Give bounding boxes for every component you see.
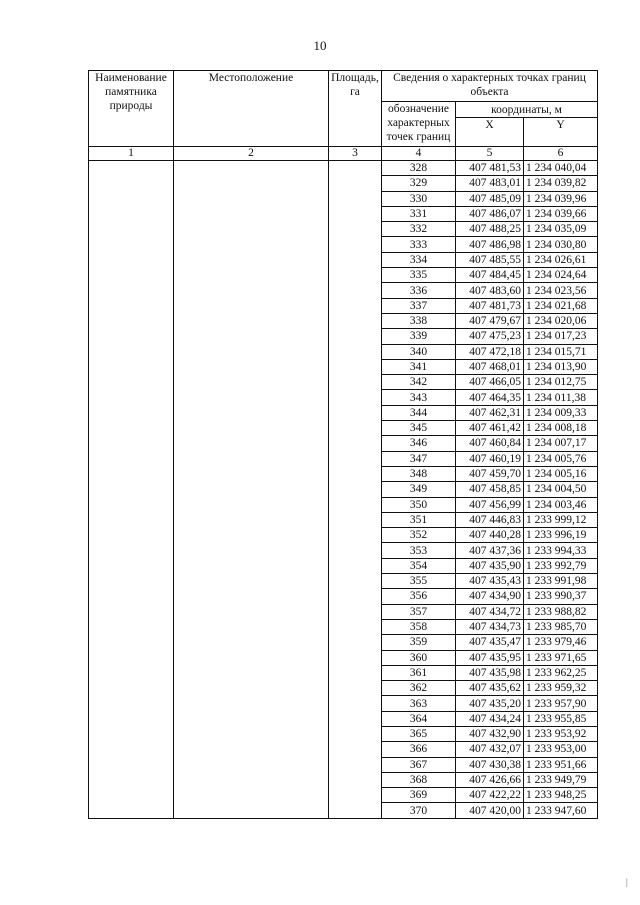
coord-x-cell: 407 488,25 [456, 222, 524, 237]
point-number-cell: 350 [382, 497, 456, 512]
coord-x-cell: 407 435,62 [456, 681, 524, 696]
coord-y-cell: 1 233 949,79 [524, 772, 598, 787]
coord-x-cell: 407 472,18 [456, 344, 524, 359]
coord-y-cell: 1 233 971,65 [524, 650, 598, 665]
coord-y-cell: 1 234 003,46 [524, 497, 598, 512]
column-number: 6 [524, 147, 598, 161]
coord-y-cell: 1 234 009,33 [524, 405, 598, 420]
coord-y-cell: 1 233 953,00 [524, 742, 598, 757]
coord-y-cell: 1 233 959,32 [524, 681, 598, 696]
header-x: X [456, 118, 524, 147]
header-name: Наименование памятника природы [89, 71, 174, 147]
coord-x-cell: 407 437,36 [456, 543, 524, 558]
point-number-cell: 368 [382, 772, 456, 787]
coord-x-cell: 407 435,95 [456, 650, 524, 665]
coord-x-cell: 407 440,28 [456, 528, 524, 543]
coord-y-cell: 1 234 015,71 [524, 344, 598, 359]
point-number-cell: 355 [382, 574, 456, 589]
coord-y-cell: 1 233 947,60 [524, 803, 598, 818]
coord-x-cell: 407 434,73 [456, 619, 524, 634]
point-number-cell: 335 [382, 268, 456, 283]
coord-y-cell: 1 234 021,68 [524, 298, 598, 313]
margin-mark: | [626, 877, 628, 887]
coord-y-cell: 1 234 008,18 [524, 421, 598, 436]
point-number-cell: 344 [382, 405, 456, 420]
point-number-cell: 370 [382, 803, 456, 818]
coord-y-cell: 1 234 020,06 [524, 313, 598, 328]
coord-x-cell: 407 460,19 [456, 451, 524, 466]
point-number-cell: 352 [382, 528, 456, 543]
point-number-cell: 364 [382, 711, 456, 726]
coord-y-cell: 1 233 992,79 [524, 558, 598, 573]
point-number-cell: 348 [382, 466, 456, 481]
coord-y-cell: 1 234 013,90 [524, 359, 598, 374]
point-number-cell: 341 [382, 359, 456, 374]
point-number-cell: 345 [382, 421, 456, 436]
point-number-cell: 339 [382, 329, 456, 344]
name-cell [89, 161, 174, 819]
coord-x-cell: 407 432,07 [456, 742, 524, 757]
point-number-cell: 343 [382, 390, 456, 405]
coord-x-cell: 407 484,45 [456, 268, 524, 283]
area-cell [329, 161, 382, 819]
coord-y-cell: 1 233 953,92 [524, 726, 598, 741]
coord-x-cell: 407 481,53 [456, 161, 524, 176]
coord-y-cell: 1 233 979,46 [524, 635, 598, 650]
coord-y-cell: 1 234 035,09 [524, 222, 598, 237]
coord-x-cell: 407 456,99 [456, 497, 524, 512]
point-number-cell: 330 [382, 191, 456, 206]
coord-y-cell: 1 233 951,66 [524, 757, 598, 772]
page-number: 10 [313, 38, 327, 53]
coord-x-cell: 407 486,98 [456, 237, 524, 252]
coord-y-cell: 1 233 996,19 [524, 528, 598, 543]
coord-x-cell: 407 483,01 [456, 176, 524, 191]
header-coordinates: координаты, м [456, 102, 598, 118]
coord-x-cell: 407 461,42 [456, 421, 524, 436]
coord-x-cell: 407 458,85 [456, 482, 524, 497]
point-number-cell: 361 [382, 665, 456, 680]
point-number-cell: 353 [382, 543, 456, 558]
column-number: 3 [329, 147, 382, 161]
point-number-cell: 338 [382, 313, 456, 328]
coord-y-cell: 1 233 948,25 [524, 788, 598, 803]
coord-y-cell: 1 233 991,98 [524, 574, 598, 589]
point-number-cell: 340 [382, 344, 456, 359]
coord-x-cell: 407 420,00 [456, 803, 524, 818]
coord-x-cell: 407 434,72 [456, 604, 524, 619]
point-number-cell: 342 [382, 375, 456, 390]
coord-y-cell: 1 234 004,50 [524, 482, 598, 497]
coord-x-cell: 407 446,83 [456, 512, 524, 527]
coord-y-cell: 1 233 962,25 [524, 665, 598, 680]
coord-x-cell: 407 434,90 [456, 589, 524, 604]
coord-y-cell: 1 234 012,75 [524, 375, 598, 390]
coord-x-cell: 407 485,09 [456, 191, 524, 206]
point-number-cell: 357 [382, 604, 456, 619]
coord-y-cell: 1 233 994,33 [524, 543, 598, 558]
coord-x-cell: 407 475,23 [456, 329, 524, 344]
coord-y-cell: 1 234 039,66 [524, 206, 598, 221]
table-row [89, 161, 598, 176]
coord-y-cell: 1 234 023,56 [524, 283, 598, 298]
column-number-row [89, 147, 598, 161]
header-designation: обозначение характерных точек границ [382, 102, 456, 147]
coord-x-cell: 407 426,66 [456, 772, 524, 787]
point-number-cell: 358 [382, 619, 456, 634]
coord-y-cell: 1 233 955,85 [524, 711, 598, 726]
point-number-cell: 362 [382, 681, 456, 696]
coord-y-cell: 1 234 017,23 [524, 329, 598, 344]
point-number-cell: 329 [382, 176, 456, 191]
boundary-points-table [88, 70, 598, 819]
coord-x-cell: 407 430,38 [456, 757, 524, 772]
coord-x-cell: 407 435,98 [456, 665, 524, 680]
column-number: 2 [174, 147, 329, 161]
coord-x-cell: 407 459,70 [456, 466, 524, 481]
point-number-cell: 346 [382, 436, 456, 451]
point-number-cell: 354 [382, 558, 456, 573]
point-number-cell: 351 [382, 512, 456, 527]
coord-x-cell: 407 432,90 [456, 726, 524, 741]
point-number-cell: 333 [382, 237, 456, 252]
coord-x-cell: 407 468,01 [456, 359, 524, 374]
coord-x-cell: 407 422,22 [456, 788, 524, 803]
coord-y-cell: 1 233 988,82 [524, 604, 598, 619]
coord-y-cell: 1 234 026,61 [524, 252, 598, 267]
point-number-cell: 328 [382, 161, 456, 176]
coord-y-cell: 1 234 011,38 [524, 390, 598, 405]
coord-y-cell: 1 234 039,96 [524, 191, 598, 206]
coord-x-cell: 407 479,67 [456, 313, 524, 328]
coord-y-cell: 1 233 990,37 [524, 589, 598, 604]
point-number-cell: 359 [382, 635, 456, 650]
coord-y-cell: 1 233 999,12 [524, 512, 598, 527]
point-number-cell: 366 [382, 742, 456, 757]
column-number: 4 [382, 147, 456, 161]
coord-y-cell: 1 233 985,70 [524, 619, 598, 634]
point-number-cell: 356 [382, 589, 456, 604]
header-location: Местоположение [174, 71, 329, 147]
point-number-cell: 360 [382, 650, 456, 665]
point-number-cell: 349 [382, 482, 456, 497]
point-number-cell: 332 [382, 222, 456, 237]
point-number-cell: 347 [382, 451, 456, 466]
coord-y-cell: 1 234 005,16 [524, 466, 598, 481]
coord-x-cell: 407 435,90 [456, 558, 524, 573]
point-number-cell: 337 [382, 298, 456, 313]
point-number-cell: 363 [382, 696, 456, 711]
header-y: Y [524, 118, 598, 147]
coord-x-cell: 407 462,31 [456, 405, 524, 420]
coord-x-cell: 407 435,43 [456, 574, 524, 589]
coord-y-cell: 1 234 005,76 [524, 451, 598, 466]
column-number: 5 [456, 147, 524, 161]
coord-x-cell: 407 481,73 [456, 298, 524, 313]
coord-y-cell: 1 234 030,80 [524, 237, 598, 252]
coord-y-cell: 1 234 007,17 [524, 436, 598, 451]
coord-x-cell: 407 460,84 [456, 436, 524, 451]
column-number: 1 [89, 147, 174, 161]
coord-x-cell: 407 483,60 [456, 283, 524, 298]
coord-x-cell: 407 464,35 [456, 390, 524, 405]
point-number-cell: 367 [382, 757, 456, 772]
point-number-cell: 331 [382, 206, 456, 221]
coord-x-cell: 407 434,24 [456, 711, 524, 726]
coord-x-cell: 407 435,47 [456, 635, 524, 650]
header-area: Площадь, га [329, 71, 382, 147]
coord-y-cell: 1 234 040,04 [524, 161, 598, 176]
point-number-cell: 336 [382, 283, 456, 298]
coord-y-cell: 1 234 039,82 [524, 176, 598, 191]
coord-y-cell: 1 233 957,90 [524, 696, 598, 711]
coordinate-rows [89, 161, 598, 819]
coord-x-cell: 407 485,55 [456, 252, 524, 267]
point-number-cell: 365 [382, 726, 456, 741]
header-points-info: Сведения о характерных точках границ объекта [382, 71, 598, 102]
point-number-cell: 369 [382, 788, 456, 803]
coord-x-cell: 407 435,20 [456, 696, 524, 711]
coord-x-cell: 407 466,05 [456, 375, 524, 390]
coord-y-cell: 1 234 024,64 [524, 268, 598, 283]
point-number-cell: 334 [382, 252, 456, 267]
coord-x-cell: 407 486,07 [456, 206, 524, 221]
location-cell [174, 161, 329, 819]
